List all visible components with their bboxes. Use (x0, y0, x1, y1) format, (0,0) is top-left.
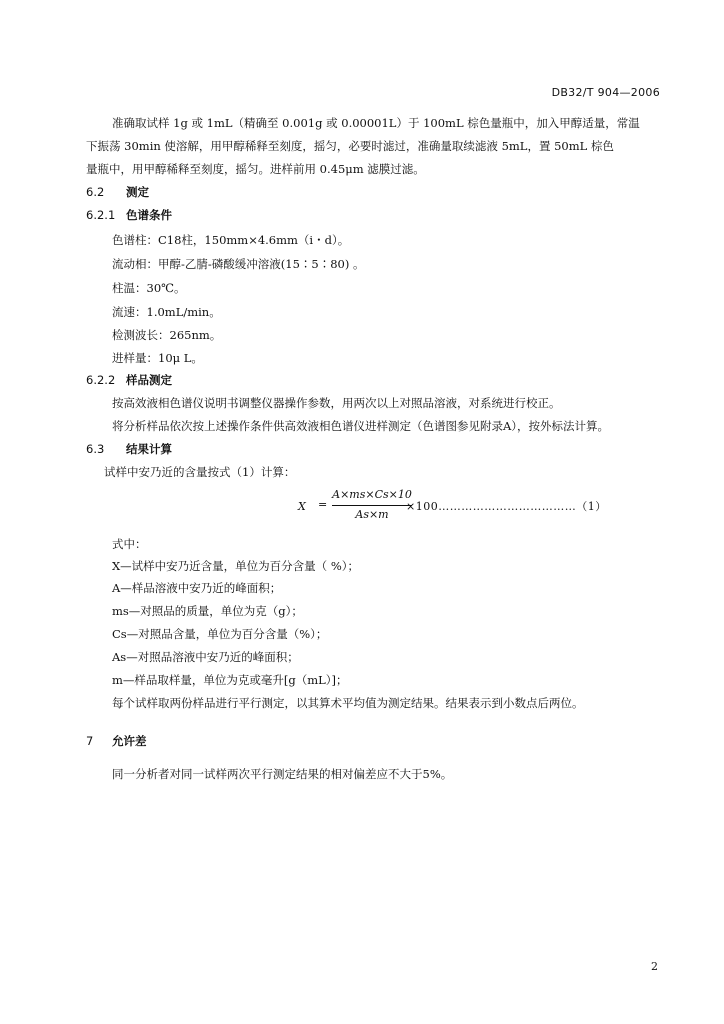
section-title: 允许差 (112, 734, 147, 748)
chrom-condition: 流速：1.0mL/min。 (112, 305, 221, 319)
section-title: 色谱条件 (126, 208, 172, 222)
section-number: 6.2.2 (86, 373, 116, 387)
variable-definition: As—对照品溶液中安乃近的峰面积； (112, 650, 299, 664)
formula-denominator: As×m (355, 508, 389, 521)
allowance-text: 同一分析者对同一试样两次平行测定结果的相对偏差应不大于5%。 (112, 767, 453, 781)
chrom-condition: 色谱柱：C18柱，150mm×4.6mm（i・d）。 (112, 233, 350, 247)
formula-numerator: A×ms×Cs×10 (332, 488, 412, 501)
section-heading-7 (86, 733, 147, 749)
variable-definition: ms—对照品的质量，单位为克（g）； (112, 604, 303, 618)
where-label: 式中： (112, 537, 147, 551)
paragraph-line: 下振荡 30min 使溶解，用甲醇稀释至刻度，摇匀，必要时滤过，准确量取续滤液 5mL，置 50mL 棕色 (86, 139, 614, 153)
sample-text: 按高效液相色谱仪说明书调整仪器操作参数，用两次以上对照品溶液，对系统进行校正。 (112, 396, 561, 410)
variable-definition: Cs—对照品含量，单位为百分含量（%）； (112, 627, 328, 641)
section-number: 6.2 (86, 185, 105, 199)
section-title: 样品测定 (126, 373, 172, 387)
sample-text: 将分析样品依次按上述操作条件供高效液相色谱仪进样测定（色谱图参见附录A），按外标法计算。 (112, 419, 610, 433)
chrom-condition: 检测波长：265nm。 (112, 328, 222, 342)
result-note: 每个试样取两份样品进行平行测定，以其算术平均值为测定结果。结果表示到小数点后两位。 (112, 696, 584, 710)
formula-1 (290, 488, 660, 524)
section-heading-6-2-2 (86, 372, 172, 388)
chrom-condition: 柱温：30℃。 (112, 281, 186, 295)
paragraph-line: 量瓶中，用甲醇稀释至刻度，摇匀。进样前用 0.45μm 滤膜过滤。 (86, 162, 425, 176)
calc-intro: 试样中安乃近的含量按式（1）计算： (104, 465, 296, 479)
section-title: 结果计算 (126, 442, 172, 456)
page-number: 2 (651, 960, 658, 973)
variable-definition: A—样品溶液中安乃近的峰面积； (112, 581, 282, 595)
formula-lhs: X (298, 500, 306, 513)
fraction-bar (332, 505, 412, 506)
section-heading-6-2 (86, 184, 149, 200)
section-heading-6-2-1 (86, 207, 172, 223)
chrom-condition: 进样量：10μ L。 (112, 351, 203, 365)
variable-definition: m—样品取样量，单位为克或毫升[g（mL）]； (112, 673, 348, 687)
paragraph-line: 准确取试样 1g 或 1mL（精确至 0.001g 或 0.00001L）于 100mL 棕色量瓶中，加入甲醇适量，常温 (112, 116, 640, 130)
section-number: 7 (86, 734, 94, 748)
section-number: 6.3 (86, 442, 105, 456)
formula-equals: = (318, 498, 328, 511)
formula-fraction (332, 488, 412, 521)
standard-number: DB32/T 904—2006 (551, 86, 660, 99)
variable-definition: X—试样中安乃近含量，单位为百分含量（ %）； (112, 559, 360, 573)
section-heading-6-3 (86, 441, 172, 457)
formula-rest: ×100………………………………（1） (406, 500, 607, 513)
section-title: 测定 (126, 185, 149, 199)
section-number: 6.2.1 (86, 208, 116, 222)
chrom-condition: 流动相：甲醇-乙腈-磷酸缓冲溶液(15∶5∶80) 。 (112, 257, 365, 271)
